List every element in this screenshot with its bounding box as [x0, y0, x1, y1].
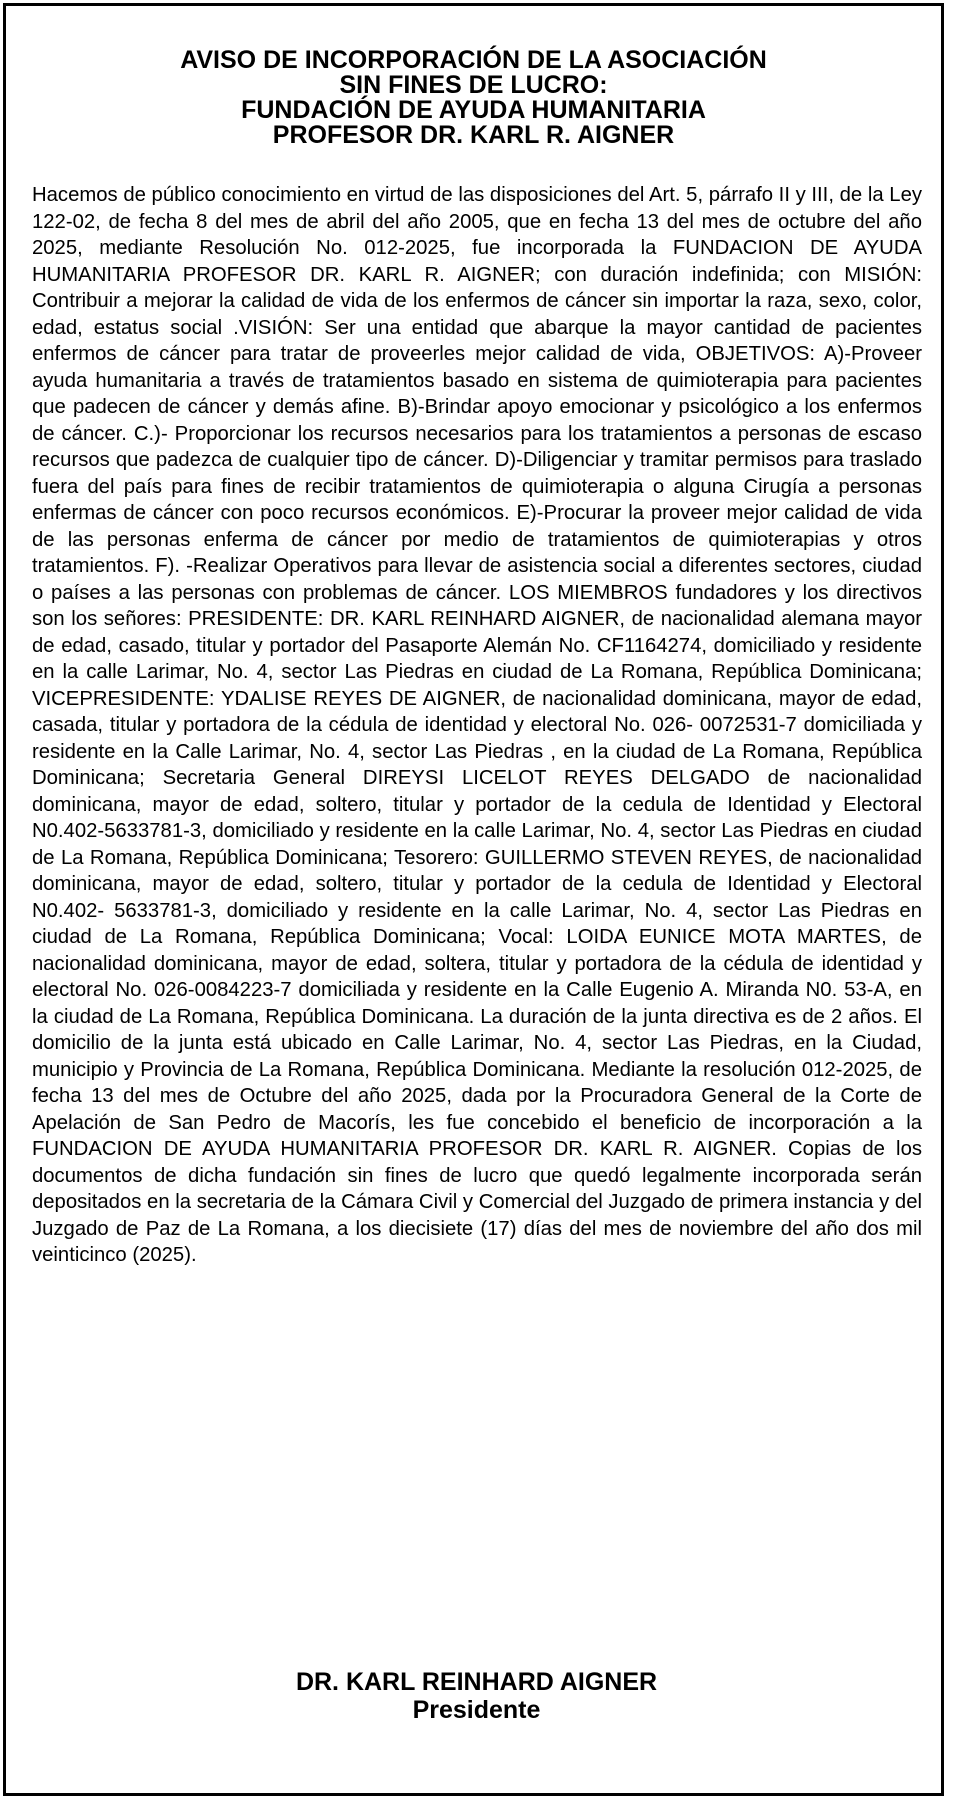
title-line-2: SIN FINES DE LUCRO: — [339, 71, 608, 99]
title-line-3: FUNDACIÓN DE AYUDA HUMANITARIA — [241, 96, 706, 124]
notice-title — [36, 48, 911, 148]
notice-body: Hacemos de público conocimiento en virtud de las disposiciones del Art. 5, párrafo II y III, de la Ley 122-02, de fecha 8 del mes de abril del año 2005, que en fecha 13 del mes de octubre del año 2025, mediante Resolución No. 012-2025, fue incorporada la FUNDACION DE AYUDA HUMANITARIA PROFESOR DR. KARL R. AIGNER; con duración indefinida; con MISIÓN: Contribuir a mejorar la calidad de vida de los enfermos de cáncer sin importar la raza, sexo, color, edad, estatus social .VISIÓN: Ser una entidad que abarque la mayor cantidad de pacientes enfermos de cáncer para tratar de proveerles mejor calidad de vida, OBJETIVOS: A)-Proveer ayuda humanitaria a través de tratamientos basado en sistema de quimioterapia para pacientes que padecen de cáncer y demás afine. B)-Brindar apoyo emocionar y psicológico a los enfermos de cáncer. C.)- Proporcionar los recursos necesarios para los tratamientos a personas de escaso recursos que padezca de cualquier tipo de cáncer. D)-Diligenciar y tramitar permisos para traslado fuera del país para fines de recibir tratamientos de quimioterapia o alguna Cirugía a personas enfermas de cáncer con poco recursos económicos. E)-Procurar la proveer mejor calidad de vida de las personas enferma de cáncer por medio de tratamientos de quimioterapias y otros tratamientos. F). -Realizar Operativos para llevar de asistencia social a diferentes sectores, ciudad o países a las personas con problemas de cáncer. LOS MIEMBROS fundadores y los directivos son los señores: PRESIDENTE: DR. KARL REINHARD AIGNER, de nacionalidad alemana mayor de edad, casado, titular y portador del Pasaporte Alemán No. CF1164274, domiciliado y residente en la calle Larimar, No. 4, sector Las Piedras en ciudad de La Romana, República Dominicana; VICEPRESIDENTE: YDALISE REYES DE AIGNER, de nacionalidad dominicana, mayor de edad, casada, titular y portadora de la cédula de identidad y electoral No. 026- 0072531-7 domiciliada y residente en la Calle Larimar, No. 4, sector Las Piedras , en la ciudad de La Romana, República Dominicana; Secretaria General DIREYSI LICELOT REYES DELGADO de nacionalidad dominicana, mayor de edad, soltero, titular y portador de la cedula de Identidad y Electoral N0.402-5633781-3, domiciliado y residente en la calle Larimar, No. 4, sector Las Piedras en ciudad de La Romana, República Dominicana; Tesorero: GUILLERMO STEVEN REYES, de nacionalidad dominicana, mayor de edad, soltero, titular y portador de la cedula de Identidad y Electoral N0.402- 5633781-3, domiciliado y residente en la calle Larimar, No. 4, sector Las Piedras en ciudad de La Romana, República Dominicana; Vocal: LOIDA EUNICE MOTA MARTES, de nacionalidad dominicana, mayor de edad, soltera, titular y portadora de la cédula de identidad y electoral No. 026-0084223-7 domiciliada y residente en la Calle Eugenio A. Miranda N0. 53-A, en la ciudad de La Romana, República Dominicana. La duración de la junta directiva es de 2 años. El domicilio de la junta está ubicado en Calle Larimar, No. 4, sector Las Piedras, en la Ciudad, municipio y Provincia de La Romana, República Dominicana. Mediante la resolución 012-2025, de fecha 13 del mes de Octubre del año 2025, dada por la Procuradora General de la Corte de Apelación de San Pedro de Macorís, les fue concebido el beneficio de incorporación a la FUNDACION DE AYUDA HUMANITARIA PROFESOR DR. KARL R. AIGNER. Copias de los documentos de dicha fundación sin fines de lucro que quedó legalmente incorporada serán depositados en la secretaria de la Cámara Civil y Comercial del Juzgado de primera instancia y del Juzgado de Paz de La Romana, a los diecisiete (17) días del mes de noviembre del año dos mil veinticinco (2025). — [32, 184, 922, 1266]
signature-block — [30, 1668, 923, 1724]
signature-name: DR. KARL REINHARD AIGNER — [295, 1668, 658, 1696]
signature-role: Presidente — [412, 1696, 541, 1724]
title-line-1: AVISO DE INCORPORACIÓN DE LA ASOCIACIÓN — [180, 46, 767, 74]
title-line-4: PROFESOR DR. KARL R. AIGNER — [272, 121, 675, 149]
